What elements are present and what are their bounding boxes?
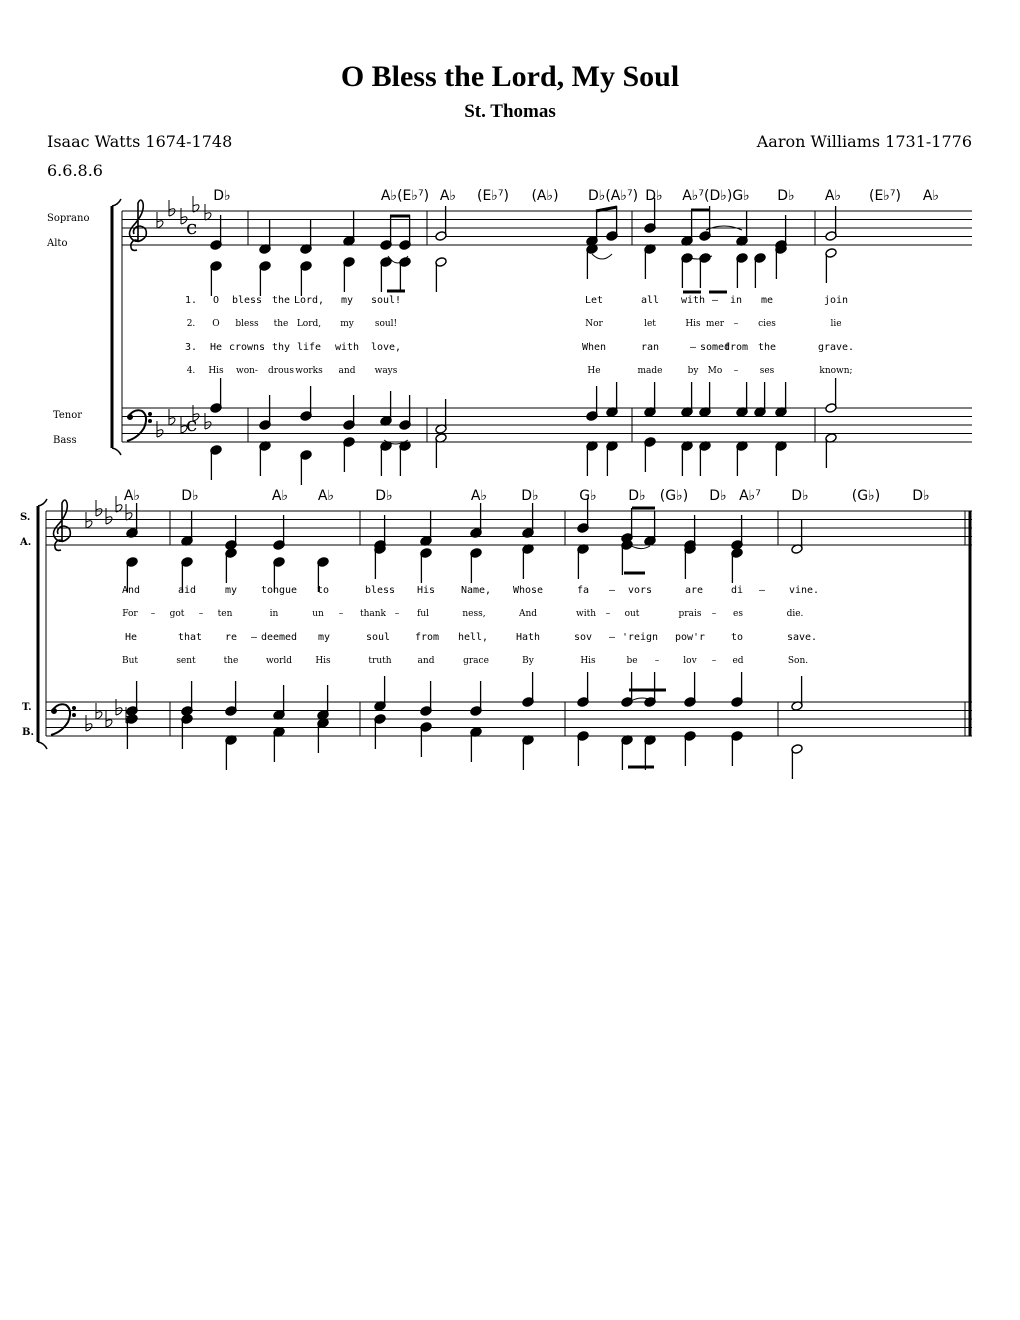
- note: [210, 378, 222, 413]
- lyricist-credit: Isaac Watts 1674-1748: [47, 132, 233, 151]
- chord-symbol: A♭: [123, 488, 141, 504]
- lyric-syllable: grave.: [817, 342, 855, 353]
- lyric-syllable: truth: [368, 656, 392, 666]
- note: [577, 731, 589, 766]
- lyric-syllable: For: [122, 609, 138, 619]
- lyric-syllable: the: [273, 319, 289, 329]
- note: [644, 735, 656, 770]
- note: [343, 257, 355, 292]
- chord-symbol: A♭(E♭⁷): [380, 188, 430, 204]
- lyric-syllable: Hath: [515, 632, 541, 643]
- lyric-syllable: Name,: [460, 585, 492, 596]
- chord-symbol: D♭: [181, 488, 199, 504]
- lyric-syllable: 4.: [186, 366, 196, 376]
- note: [399, 215, 411, 250]
- lyric-syllable: –: [733, 319, 739, 329]
- note: [644, 382, 656, 417]
- lyric-syllable: be: [626, 656, 638, 666]
- hymn-title: O Bless the Lord, My Soul: [340, 60, 680, 93]
- chord-symbol: A♭: [271, 488, 289, 504]
- lyric-syllable: cies: [758, 319, 776, 329]
- lyric-syllable: He: [587, 366, 601, 376]
- note: [731, 672, 743, 707]
- lyric-syllable: love,: [370, 342, 402, 353]
- lyric-syllable: But: [121, 656, 139, 666]
- note: [300, 386, 312, 421]
- note: [300, 261, 312, 296]
- note: [699, 382, 711, 417]
- lyric-syllable: somed: [699, 342, 731, 353]
- lyric-syllable: soul!: [370, 295, 402, 306]
- lyric-syllable: die.: [786, 609, 804, 619]
- lyric-syllable: –: [394, 609, 400, 619]
- lyric-syllable: lie: [830, 319, 842, 329]
- note: [754, 253, 766, 288]
- chord-symbol: (G♭): [659, 488, 689, 504]
- note: [210, 261, 222, 296]
- note: [775, 441, 787, 476]
- note: [791, 744, 803, 779]
- lyric-syllable: my: [224, 585, 238, 596]
- note: [343, 395, 355, 430]
- composer-credit: Aaron Williams 1731-1776: [756, 132, 972, 151]
- chord-symbol: D♭: [912, 488, 930, 504]
- label-tenor: Tenor: [53, 410, 83, 421]
- note: [380, 391, 392, 426]
- lyric-syllable: Son.: [787, 656, 809, 666]
- bass-clef-icon: [51, 704, 76, 735]
- chord-symbol: (A♭): [531, 188, 559, 204]
- lyric-syllable: with: [680, 295, 706, 306]
- note: [374, 714, 386, 749]
- note: [470, 727, 482, 762]
- lyric-syllable: won-: [236, 366, 258, 376]
- lyric-syllable: Mo: [707, 366, 723, 376]
- lyric-syllable: soul!: [374, 319, 398, 329]
- note: [606, 382, 618, 417]
- system-2: [38, 499, 972, 749]
- note: [606, 441, 618, 476]
- lyric-syllable: –: [711, 656, 717, 666]
- lyric-syllable: –: [758, 585, 766, 596]
- lyric-syllable: And: [121, 585, 141, 596]
- lyric-syllable: in: [269, 609, 279, 619]
- chord-symbol: D♭: [709, 488, 727, 504]
- lyric-syllable: thank: [359, 609, 387, 619]
- note: [586, 386, 598, 421]
- chord-symbol: D♭(A♭⁷): [587, 188, 639, 204]
- key-signature-treble-1: [157, 196, 211, 228]
- note: [380, 215, 392, 250]
- note: [644, 244, 656, 279]
- note: [621, 735, 633, 770]
- chord-symbol: D♭: [628, 488, 646, 504]
- note: [699, 441, 711, 476]
- note: [435, 433, 447, 468]
- note: [259, 441, 271, 476]
- note: [684, 672, 696, 707]
- lyric-syllable: life: [296, 342, 322, 353]
- lyric-syllable: ways: [374, 366, 398, 376]
- lyric-syllable: the: [223, 656, 239, 666]
- common-time-icon: c: [186, 412, 198, 436]
- lyric-syllable: known;: [819, 366, 853, 376]
- lyric-syllable: 'reign: [621, 632, 659, 643]
- lyric-syllable: ten: [217, 609, 233, 619]
- lyric-syllable: made: [637, 366, 663, 376]
- chord-symbol: D♭: [777, 188, 795, 204]
- key-signature-bass-1: [157, 405, 211, 437]
- note: [644, 511, 656, 546]
- label-b-short: B.: [22, 727, 34, 738]
- lyric-syllable: drous: [268, 366, 294, 376]
- note: [621, 508, 633, 543]
- label-s-short: S.: [20, 512, 31, 523]
- lyric-syllable: Whose: [512, 585, 544, 596]
- chord-symbol: A♭⁷: [739, 488, 761, 504]
- lyric-syllable: ed: [732, 656, 744, 666]
- note: [775, 382, 787, 417]
- label-alto: Alto: [47, 238, 68, 249]
- note: [420, 511, 432, 546]
- note: [681, 211, 693, 246]
- lyric-syllable: By: [522, 656, 534, 666]
- lyric-syllable: His: [208, 366, 224, 376]
- label-bass: Bass: [53, 435, 77, 446]
- bass-staff-1: [122, 408, 972, 442]
- note: [775, 244, 787, 279]
- note: [522, 503, 534, 538]
- note: [420, 681, 432, 716]
- note: [374, 544, 386, 579]
- lyric-syllable: thy: [271, 342, 291, 353]
- note: [225, 548, 237, 583]
- chord-symbol: G♭: [579, 488, 597, 504]
- note: [825, 378, 837, 413]
- lyric-syllable: un: [312, 609, 324, 619]
- lyric-syllable: 2.: [186, 319, 196, 329]
- lyric-syllable: prais: [678, 609, 702, 619]
- lyric-syllable: –: [689, 342, 697, 353]
- lyrics: [122, 295, 854, 666]
- lyric-syllable: hell,: [457, 632, 489, 643]
- lyric-syllable: lov: [683, 656, 697, 666]
- chord-symbol: D♭: [213, 188, 231, 204]
- lyric-syllable: sov: [573, 632, 593, 643]
- lyric-syllable: with: [334, 342, 360, 353]
- note: [273, 515, 285, 550]
- lyric-syllable: out: [624, 609, 640, 619]
- note: [126, 503, 138, 538]
- lyric-syllable: mer: [705, 319, 725, 329]
- lyric-syllable: from: [723, 342, 749, 353]
- chord-symbol: A♭⁷(D♭)G♭: [682, 188, 750, 204]
- chord-symbol: D♭: [791, 488, 809, 504]
- lyric-syllable: got: [169, 609, 185, 619]
- note: [399, 441, 411, 476]
- note: [435, 257, 447, 292]
- note: [126, 714, 138, 749]
- lyric-syllable: crowns: [228, 342, 266, 353]
- note: [577, 544, 589, 579]
- lyric-syllable: –: [250, 632, 258, 643]
- beam-or-slur: [596, 207, 617, 211]
- note: [210, 445, 222, 480]
- barlines-1: [248, 211, 815, 442]
- note: [522, 672, 534, 707]
- note: [225, 735, 237, 770]
- lyric-syllable: es: [733, 609, 743, 619]
- lyric-syllable: that: [177, 632, 203, 643]
- treble-staff-1: [122, 211, 972, 245]
- note: [684, 544, 696, 579]
- note: [470, 681, 482, 716]
- note: [731, 548, 743, 583]
- note: [586, 211, 598, 246]
- note: [586, 441, 598, 476]
- lyric-syllable: are: [684, 585, 704, 596]
- lyric-syllable: O: [212, 295, 220, 306]
- lyric-syllable: When: [581, 342, 607, 353]
- lyric-syllable: join: [823, 295, 849, 306]
- lyric-syllable: in: [729, 295, 743, 306]
- note: [522, 544, 534, 579]
- lyric-syllable: Nor: [585, 319, 603, 329]
- note: [736, 253, 748, 288]
- note: [586, 244, 598, 279]
- lyric-syllable: tongue: [260, 585, 298, 596]
- note: [126, 681, 138, 716]
- lyric-syllable: –: [150, 609, 156, 619]
- lyric-syllable: 1.: [184, 295, 198, 306]
- chord-symbol: A♭: [439, 188, 457, 204]
- note: [736, 382, 748, 417]
- note: [522, 735, 534, 770]
- note: [420, 548, 432, 583]
- lyric-syllable: soul: [365, 632, 391, 643]
- note: [420, 722, 432, 757]
- lyric-syllable: bless: [235, 319, 259, 329]
- lyric-syllable: 3.: [184, 342, 198, 353]
- lyric-syllable: His: [315, 656, 331, 666]
- lyric-syllable: –: [711, 295, 719, 306]
- chord-symbol: D♭: [521, 488, 539, 504]
- lyric-syllable: bless: [231, 295, 263, 306]
- lyric-syllable: He: [209, 342, 223, 353]
- lyric-syllable: grace: [463, 656, 489, 666]
- note: [399, 395, 411, 430]
- note: [380, 257, 392, 292]
- note: [343, 437, 355, 472]
- lyric-syllable: all: [640, 295, 660, 306]
- note: [825, 248, 837, 283]
- lyric-syllable: And: [518, 609, 538, 619]
- label-soprano: Soprano: [47, 213, 90, 224]
- note: [577, 672, 589, 707]
- note: [225, 681, 237, 716]
- lyric-syllable: aid: [177, 585, 197, 596]
- note: [343, 211, 355, 246]
- note: [754, 382, 766, 417]
- lyric-syllable: and: [417, 656, 435, 666]
- note: [273, 727, 285, 762]
- lyric-syllable: –: [608, 585, 616, 596]
- lyric-syllable: ses: [759, 366, 775, 376]
- lyric-syllable: He: [124, 632, 138, 643]
- key-signature-bass-2: [86, 699, 132, 731]
- note: [273, 685, 285, 720]
- chord-symbol: (G♭): [851, 488, 881, 504]
- tune-name: St. Thomas: [464, 101, 556, 122]
- note: [470, 548, 482, 583]
- lyric-syllable: my: [340, 295, 354, 306]
- lyric-syllable: the: [271, 295, 291, 306]
- lyric-syllable: to: [730, 632, 744, 643]
- lyric-syllable: His: [416, 585, 436, 596]
- lyric-syllable: O: [212, 319, 220, 329]
- bass-clef-icon: [127, 410, 152, 441]
- lyric-syllable: –: [654, 656, 660, 666]
- lyric-syllable: pow'r: [674, 632, 706, 643]
- treble-clef-icon: [54, 500, 71, 550]
- lyric-syllable: Lord,: [293, 295, 325, 306]
- lyric-syllable: world: [265, 656, 293, 666]
- lyric-syllable: and: [338, 366, 356, 376]
- lyric-syllable: His: [685, 319, 701, 329]
- lyric-syllable: deemed: [260, 632, 298, 643]
- lyric-syllable: bless: [364, 585, 396, 596]
- lyric-syllable: me: [760, 295, 774, 306]
- lyric-syllable: –: [733, 366, 739, 376]
- chord-symbol: A♭: [824, 188, 842, 204]
- note: [181, 511, 193, 546]
- note: [684, 731, 696, 766]
- note: [825, 433, 837, 468]
- lyric-syllable: –: [198, 609, 204, 619]
- note: [681, 382, 693, 417]
- lyric-syllable: vine.: [788, 585, 820, 596]
- lyric-syllable: from: [414, 632, 440, 643]
- lyric-syllable: fa: [576, 585, 590, 596]
- lyric-syllable: Lord,: [296, 319, 322, 329]
- note: [225, 515, 237, 550]
- lyric-syllable: with: [576, 609, 596, 619]
- lyric-syllable: Let: [584, 295, 604, 306]
- chord-symbol: A♭: [470, 488, 488, 504]
- chord-symbol: (E♭⁷): [477, 188, 509, 204]
- note: [259, 395, 271, 430]
- note: [317, 685, 329, 720]
- chord-symbol: A♭: [317, 488, 335, 504]
- lyric-syllable: the: [757, 342, 777, 353]
- lyric-syllable: save.: [786, 632, 818, 643]
- lyric-syllable: vors: [627, 585, 653, 596]
- note: [300, 450, 312, 485]
- lyric-syllable: works: [295, 366, 323, 376]
- note: [259, 261, 271, 296]
- lyric-syllable: by: [687, 366, 699, 376]
- note: [621, 540, 633, 575]
- note: [210, 215, 222, 250]
- note: [181, 681, 193, 716]
- common-time-icon: c: [186, 215, 198, 239]
- note: [380, 441, 392, 476]
- chord-symbol: D♭: [375, 488, 393, 504]
- lyric-syllable: ran: [640, 342, 660, 353]
- lyric-syllable: –: [608, 632, 616, 643]
- beam-or-slur: [592, 254, 612, 259]
- lyric-syllable: my: [340, 319, 354, 329]
- note: [681, 441, 693, 476]
- lyric-syllable: –: [605, 609, 611, 619]
- note: [731, 515, 743, 550]
- note: [791, 676, 803, 711]
- lyric-syllable: –: [711, 609, 717, 619]
- chord-symbol: D♭: [645, 188, 663, 204]
- lyric-syllable: let: [644, 319, 656, 329]
- note: [470, 503, 482, 538]
- lyric-syllable: my: [317, 632, 331, 643]
- lyric-syllable: re: [224, 632, 238, 643]
- label-a-short: A.: [20, 537, 32, 548]
- lyric-syllable: di: [730, 585, 744, 596]
- note: [731, 731, 743, 766]
- lyric-syllable: sent: [176, 656, 196, 666]
- label-t-short: T.: [22, 702, 32, 713]
- lyric-syllable: –: [338, 609, 344, 619]
- note: [374, 676, 386, 711]
- chord-symbol: A♭: [922, 188, 940, 204]
- note: [317, 718, 329, 753]
- chord-symbol: (E♭⁷): [869, 188, 901, 204]
- lyric-syllable: ful: [416, 609, 430, 619]
- treble-clef-icon: [130, 200, 147, 250]
- note: [181, 714, 193, 749]
- lyric-syllable: ness,: [462, 609, 486, 619]
- lyric-syllable: to: [316, 585, 330, 596]
- meter-label: 6.6.8.6: [47, 161, 103, 180]
- lyric-syllable: His: [580, 656, 596, 666]
- note: [644, 437, 656, 472]
- note: [736, 441, 748, 476]
